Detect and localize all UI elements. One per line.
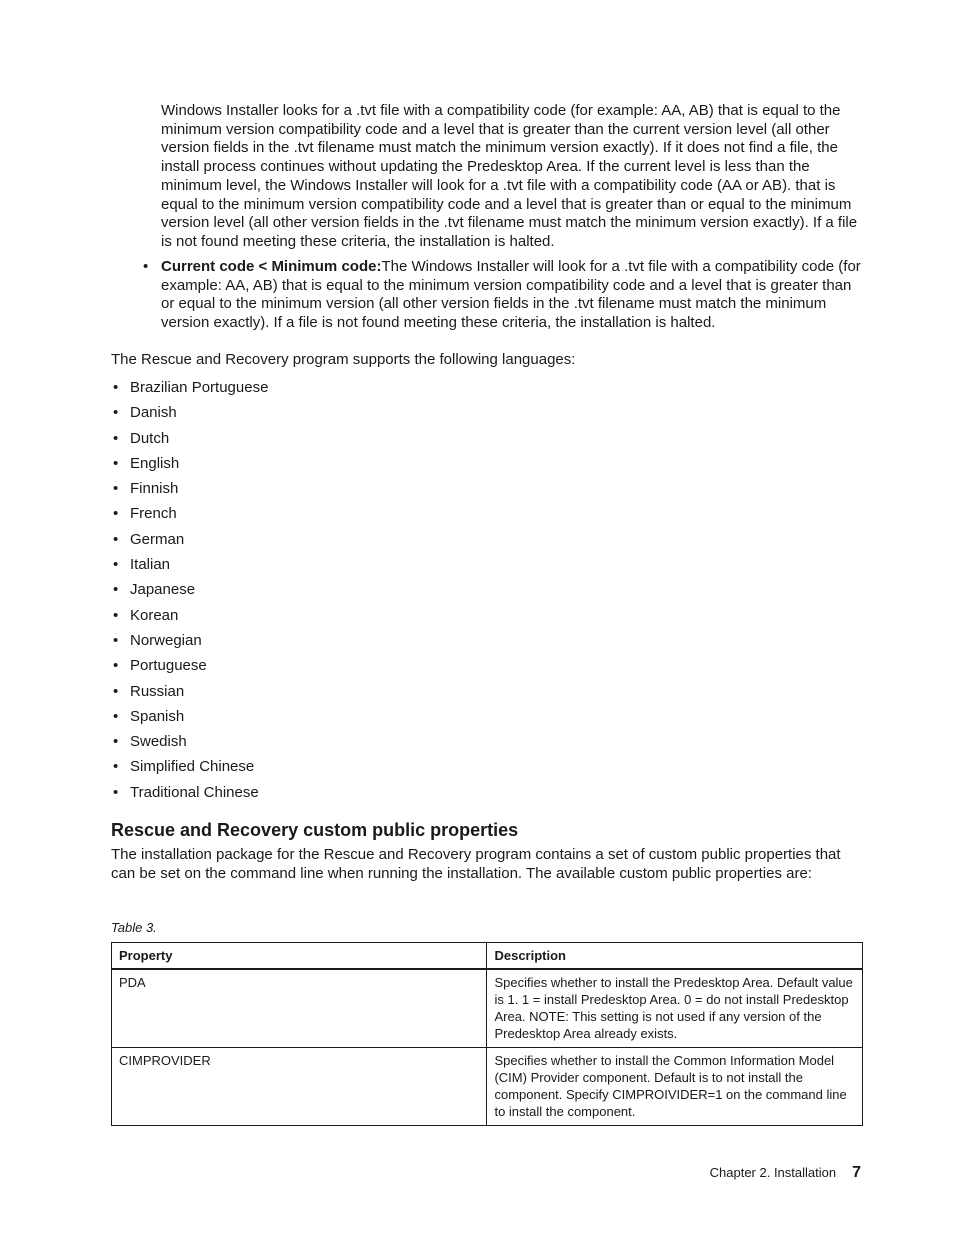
languages-list xyxy=(111,379,268,809)
bullet-marker: • xyxy=(113,429,119,447)
bullet-term: Current code < Minimum code: xyxy=(161,258,382,275)
language-label: Danish xyxy=(130,404,177,422)
bullet-marker: • xyxy=(113,404,119,422)
bullet-marker: • xyxy=(113,682,119,700)
property-cell: PDA xyxy=(112,969,487,1048)
language-label: Italian xyxy=(130,556,171,574)
list-item xyxy=(111,657,268,682)
page-number: 7 xyxy=(852,1164,861,1181)
language-label: Korean xyxy=(130,606,179,624)
list-item xyxy=(111,758,268,783)
footer-chapter: Chapter 2. Installation xyxy=(709,1165,837,1180)
table-row xyxy=(112,969,863,1048)
list-item xyxy=(111,581,268,606)
bullet-current-code xyxy=(161,258,863,333)
section-body: The installation package for the Rescue and Recovery program contains a set of custom public properties that can be set on the command line when running the installation. The available custom public properties are: xyxy=(111,846,841,882)
bullet-marker: • xyxy=(113,733,119,751)
language-label: French xyxy=(130,505,177,523)
list-item xyxy=(111,632,268,657)
list-item xyxy=(111,607,268,632)
bullet-marker: • xyxy=(113,657,119,675)
list-item xyxy=(111,683,268,708)
table-caption: Table 3. xyxy=(111,920,157,935)
language-label: Japanese xyxy=(130,581,196,599)
bullet-text: The Windows Installer will look for a .tvt file with a compatibility code (for example: AA, AB) that is equal to the minimum version compatibility code and a level that is greater than or equal to the minimum version (all other version fields in the .tvt filename must match the minimum version exactly). If a file is not found meeting these criteria, the installation is halted. xyxy=(161,258,861,332)
list-item xyxy=(111,455,268,480)
indented-paragraph: Windows Installer looks for a .tvt file with a compatibility code (for example: AA, AB) that is equal to the minimum version compatibility code and a level that is greater than the current version level (all other version fields in the .tvt filename must match the minimum version exactly). If it does not find a file, the install process continues without updating the Predesktop Area. If the current level is less than the minimum level, the Windows Installer will look for a .tvt file with a compatibility code (AA or AB). that is equal to the minimum version compatibility code and a level that is greater than or equal to the minimum version level (all other version fields in the .tvt filename must match the minimum version exactly). If a file is not found meeting these criteria, the installation is halted. xyxy=(161,102,858,250)
language-label: Dutch xyxy=(130,429,170,447)
list-item xyxy=(111,784,268,809)
bullet-marker: • xyxy=(113,758,119,776)
languages-intro: The Rescue and Recovery program supports the following languages: xyxy=(111,351,576,368)
bullet-marker: • xyxy=(113,530,119,548)
bullet-marker: • xyxy=(113,707,119,725)
language-label: Finnish xyxy=(130,480,179,498)
description-cell: Specifies whether to install the Common Information Model (CIM) Provider component. Default is to not install the component. Specify CIMPROIVIDER=1 on the command line to install the component. xyxy=(487,1048,863,1126)
language-label: English xyxy=(130,454,180,472)
table-header-row xyxy=(112,943,863,970)
list-item xyxy=(111,480,268,505)
bullet-marker: • xyxy=(143,258,149,275)
list-item xyxy=(111,379,268,404)
language-label: Norwegian xyxy=(130,631,202,649)
bullet-marker: • xyxy=(113,379,119,396)
table-row xyxy=(112,1048,863,1126)
language-label: Spanish xyxy=(130,707,185,725)
bullet-marker: • xyxy=(113,556,119,574)
section-heading: Rescue and Recovery custom public properties xyxy=(111,820,519,840)
list-item xyxy=(111,430,268,455)
list-item xyxy=(111,505,268,530)
list-item xyxy=(111,531,268,556)
column-header-property: Property xyxy=(112,943,487,970)
properties-table xyxy=(111,942,863,1126)
bullet-marker: • xyxy=(113,480,119,498)
page-footer xyxy=(710,1163,861,1183)
bullet-marker: • xyxy=(113,631,119,649)
language-label: Simplified Chinese xyxy=(130,758,255,776)
property-cell: CIMPROVIDER xyxy=(112,1048,487,1126)
bullet-marker: • xyxy=(113,505,119,523)
bullet-marker: • xyxy=(113,783,119,801)
language-label: Russian xyxy=(130,682,185,700)
language-label: German xyxy=(130,530,185,548)
language-label: Traditional Chinese xyxy=(130,783,259,801)
list-item xyxy=(111,733,268,758)
bullet-marker: • xyxy=(113,581,119,599)
list-item xyxy=(111,708,268,733)
bullet-marker: • xyxy=(113,606,119,624)
bullet-marker: • xyxy=(113,454,119,472)
list-item xyxy=(111,556,268,581)
language-label: Brazilian Portuguese xyxy=(130,379,269,396)
language-label: Portuguese xyxy=(130,657,207,675)
description-cell: Specifies whether to install the Predesktop Area. Default value is 1. 1 = install Predesktop Area. 0 = do not install Predesktop Area. NOTE: This setting is not used if any version of the Predesktop Area already exists. xyxy=(487,969,863,1048)
list-item xyxy=(111,404,268,429)
language-label: Swedish xyxy=(130,733,187,751)
column-header-description: Description xyxy=(487,943,863,970)
